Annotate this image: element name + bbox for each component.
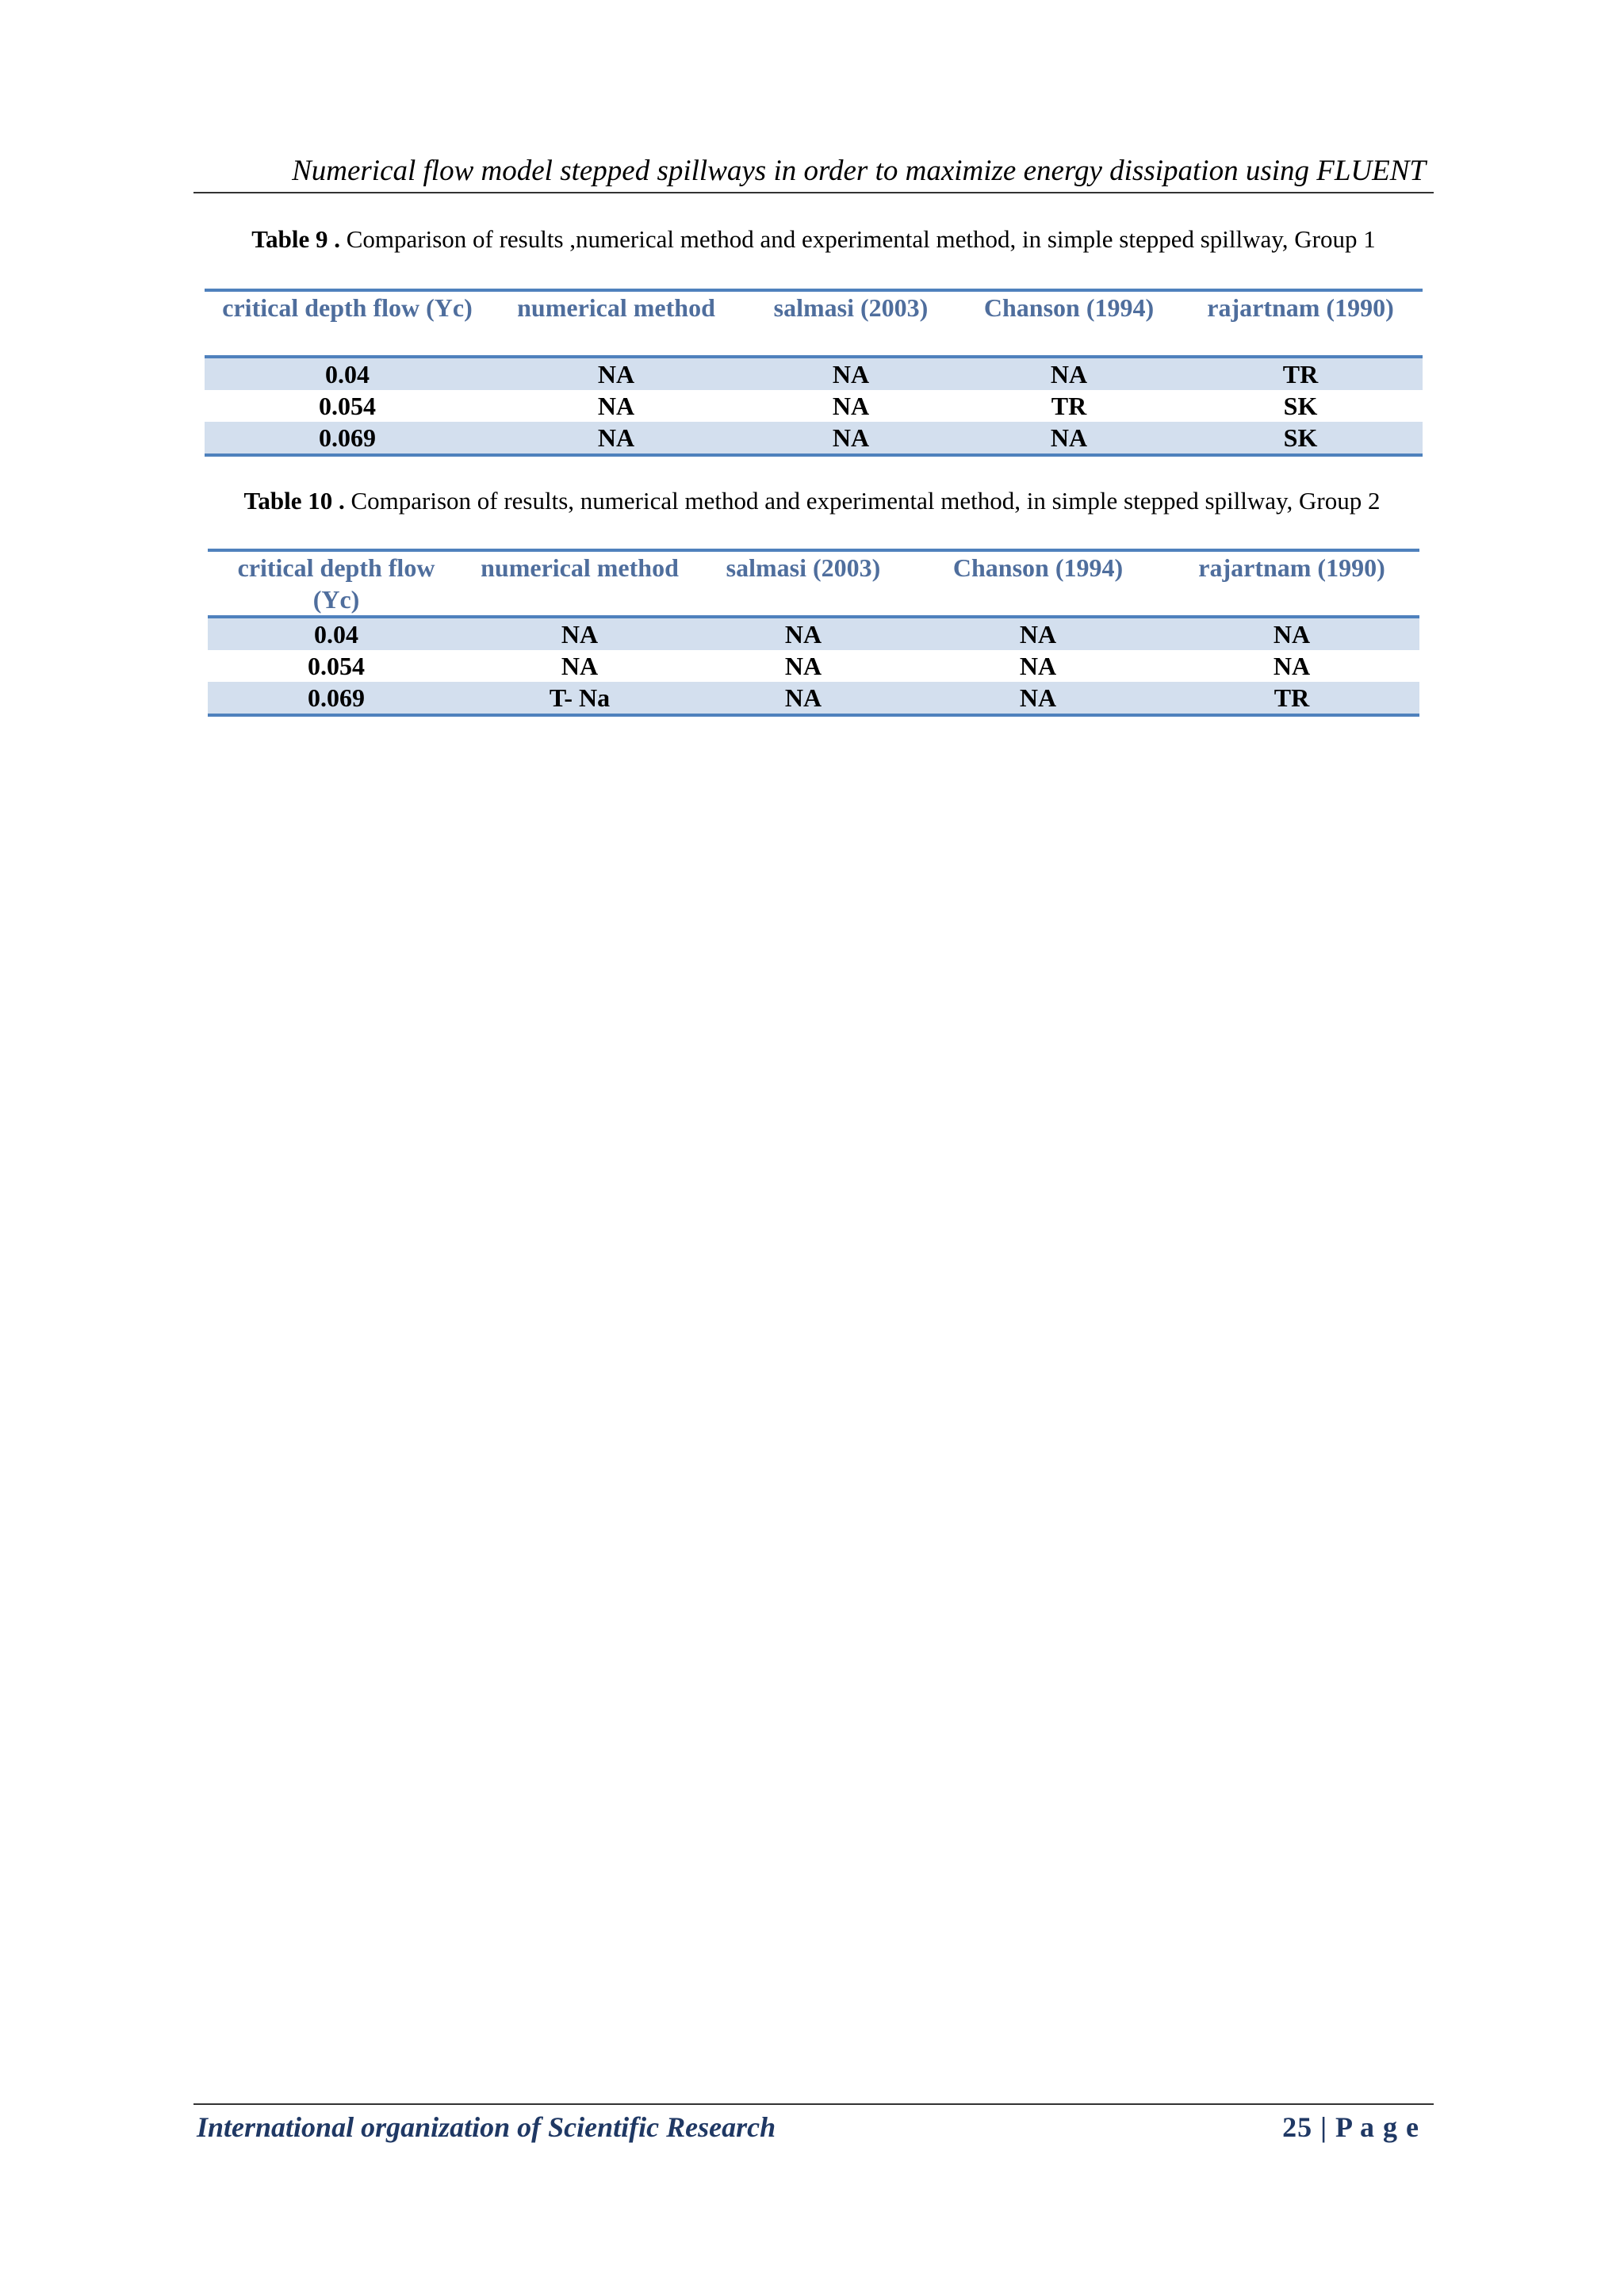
table10: [208, 549, 1419, 717]
table9-col-salmasi: salmasi (2003): [742, 290, 959, 357]
table9-caption: [193, 224, 1434, 255]
table9-label: Table 9 .: [251, 225, 340, 253]
table10-label: Table 10 .: [243, 487, 345, 515]
table-cell: NA: [1019, 652, 1057, 680]
table-cell: NA: [742, 357, 959, 390]
table9-col-chanson: Chanson (1994): [959, 290, 1178, 357]
footer-rule: [193, 2103, 1434, 2105]
table-cell: 0.054: [319, 392, 376, 420]
table-cell: NA: [832, 392, 870, 420]
table-cell: NA: [1164, 617, 1419, 650]
table-cell: NA: [742, 422, 959, 455]
table-cell: NA: [490, 422, 742, 455]
table-cell: NA: [490, 357, 742, 390]
table-cell: TR: [1178, 357, 1423, 390]
table-cell: NA: [597, 392, 635, 420]
table-cell: NA: [695, 682, 912, 715]
table9: [205, 289, 1423, 457]
table-cell: 0.04: [205, 357, 490, 390]
table10-header-row: [208, 550, 1419, 617]
table-cell: TR: [1051, 392, 1087, 420]
table10-col-chanson: Chanson (1994): [912, 550, 1164, 617]
page-number-value: 25: [1282, 2111, 1313, 2143]
page-number: [1282, 2109, 1419, 2145]
table10-caption-text: Comparison of results, numerical method and experimental method, in simple stepped spillway, Group 2: [344, 487, 1381, 515]
table10-col-salmasi: salmasi (2003): [695, 550, 912, 617]
table-cell: 0.069: [205, 422, 490, 455]
table-cell: NA: [912, 617, 1164, 650]
table9-col-rajartnam: rajartnam (1990): [1178, 290, 1423, 357]
table10-col-numerical: numerical method: [465, 550, 695, 617]
table-cell: NA: [784, 652, 822, 680]
table9-col-numerical: numerical method: [490, 290, 742, 357]
table10-caption: [208, 485, 1416, 517]
table-cell: T- Na: [465, 682, 695, 715]
table10-col-yc: critical depth flow (Yc): [208, 550, 465, 617]
table-row: [208, 617, 1419, 650]
table-cell: NA: [1273, 652, 1311, 680]
table-cell: 0.069: [208, 682, 465, 715]
table-row: [208, 650, 1419, 682]
table-cell: NA: [695, 617, 912, 650]
table-cell: NA: [465, 617, 695, 650]
table-cell: 0.054: [308, 652, 365, 680]
table-cell: NA: [912, 682, 1164, 715]
table-cell: SK: [1283, 392, 1318, 420]
table9-col-yc: critical depth flow (Yc): [205, 290, 490, 357]
table-row: [208, 682, 1419, 715]
table-cell: NA: [959, 422, 1178, 455]
table10-col-rajartnam: rajartnam (1990): [1164, 550, 1419, 617]
table-cell: NA: [561, 652, 599, 680]
table-cell: NA: [959, 357, 1178, 390]
table-row: [205, 422, 1423, 455]
table-cell: 0.04: [208, 617, 465, 650]
table9-caption-text: Comparison of results ,numerical method and experimental method, in simple stepped spillway, Group 1: [339, 225, 1376, 253]
running-header: Numerical flow model stepped spillways in order to maximize energy dissipation using FLUENT: [292, 155, 1426, 187]
table-row: [205, 357, 1423, 390]
table-row: [205, 390, 1423, 422]
table9-header-row: [205, 290, 1423, 357]
table-cell: SK: [1178, 422, 1423, 455]
header-rule: [193, 192, 1434, 193]
footer-journal: International organization of Scientific Research: [197, 2111, 776, 2143]
table-cell: TR: [1164, 682, 1419, 715]
page-label: | P a g e: [1320, 2111, 1419, 2143]
